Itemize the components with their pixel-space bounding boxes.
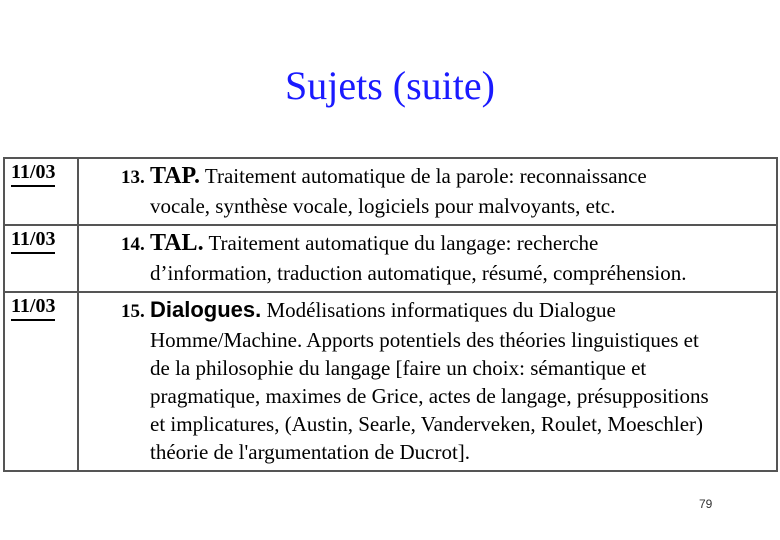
date-cell bbox=[4, 158, 78, 225]
topic-text: Modélisations informatiques du Dialogue bbox=[266, 298, 616, 322]
topic-cell bbox=[78, 225, 777, 292]
date-cell bbox=[4, 292, 78, 471]
table-row bbox=[4, 225, 777, 292]
topic-text: théorie de l'argumentation de Ducrot]. bbox=[150, 440, 471, 464]
topic-line bbox=[121, 162, 772, 192]
topic-date: 11/03 bbox=[11, 161, 55, 187]
topic-text: vocale, synthèse vocale, logiciels pour malvoyants, etc. bbox=[150, 194, 616, 218]
topic-line bbox=[121, 229, 772, 259]
page-number: 79 bbox=[699, 497, 713, 511]
topic-text: de la philosophie du langage [faire un choix: sémantique et bbox=[150, 356, 647, 380]
topic-line bbox=[121, 296, 772, 326]
table-row bbox=[4, 292, 777, 471]
topic-number: 14. bbox=[121, 234, 145, 255]
topic-text: Homme/Machine. Apports potentiels des théories linguistiques et bbox=[150, 328, 699, 352]
topic-cell bbox=[78, 158, 777, 225]
topic-text: pragmatique, maximes de Grice, actes de langage, présuppositions bbox=[150, 384, 709, 408]
topics-table bbox=[3, 157, 778, 472]
topic-cell bbox=[78, 292, 777, 471]
topic-number: 15. bbox=[121, 301, 145, 322]
topic-text: Traitement automatique de la parole: reconnaissance bbox=[204, 164, 647, 188]
topic-text: d’information, traduction automatique, résumé, compréhension. bbox=[150, 261, 687, 285]
date-cell bbox=[4, 225, 78, 292]
topic-text: et implicatures, (Austin, Searle, Vanderveken, Roulet, Moeschler) bbox=[150, 412, 704, 436]
topic-number: 13. bbox=[121, 167, 145, 188]
topic-keyword: TAL. bbox=[150, 230, 204, 256]
topic-text: Traitement automatique du langage: recherche bbox=[208, 231, 599, 255]
slide-title: Sujets (suite) bbox=[285, 63, 495, 108]
table-row bbox=[4, 158, 777, 225]
topic-keyword: Dialogues. bbox=[150, 297, 262, 322]
topic-date: 11/03 bbox=[11, 228, 55, 254]
topic-date: 11/03 bbox=[11, 295, 55, 321]
topic-keyword: TAP. bbox=[150, 163, 201, 189]
